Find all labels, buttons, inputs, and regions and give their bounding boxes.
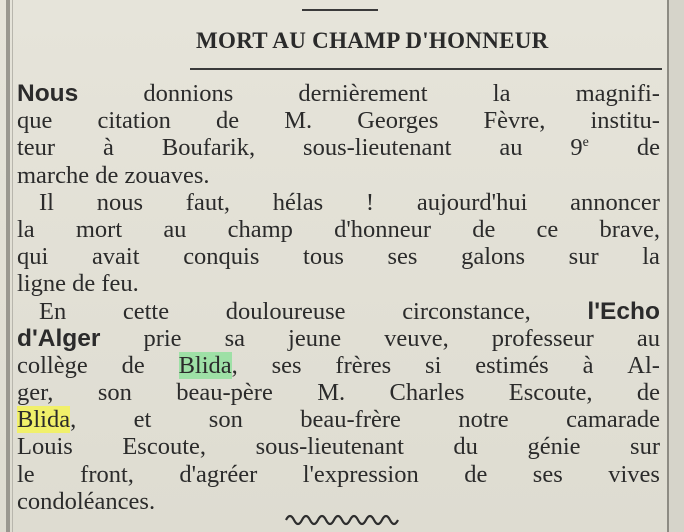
top-rule (302, 9, 378, 11)
word: son (97, 379, 132, 407)
word: ger, (17, 379, 54, 407)
word: Il (39, 188, 54, 216)
text-line: marche de zouaves. (17, 161, 210, 189)
word: tous (303, 243, 344, 271)
word: En (39, 297, 67, 325)
word: de (636, 379, 660, 407)
word: de (121, 351, 145, 379)
word: front, (80, 460, 134, 488)
word: teur (17, 134, 56, 162)
highlight-blida-yellow: Blida, (17, 406, 77, 434)
word: son (208, 406, 243, 434)
headline-rule (190, 68, 662, 70)
text-line (17, 461, 660, 488)
word: beau-père (176, 379, 273, 407)
word: l'expression (302, 460, 419, 488)
word: cette (122, 297, 170, 325)
text-line: ligne de feu. (17, 270, 139, 298)
text-line (17, 379, 660, 406)
word: de (216, 107, 240, 135)
word: notre (458, 406, 509, 434)
word: citation (97, 107, 171, 135)
word: de (464, 460, 488, 488)
word: professeur (491, 324, 594, 352)
text-line (17, 107, 660, 134)
word: estimés (475, 351, 549, 379)
word: jeune (288, 324, 342, 352)
word: de (636, 134, 660, 162)
word: la (17, 215, 35, 243)
newspaper-name: l'Echo (587, 297, 660, 325)
word: institu- (590, 107, 660, 135)
word: veuve, (384, 324, 449, 352)
word: au (636, 324, 660, 352)
word: d'agréer (179, 460, 258, 488)
word: à (582, 351, 594, 379)
text-line (17, 433, 660, 460)
word: au (163, 215, 187, 243)
word: annoncer (570, 188, 660, 216)
text-line (17, 80, 660, 107)
word: Fèvre, (483, 107, 546, 135)
word: faut, (185, 188, 231, 216)
text-line (17, 134, 660, 161)
text-line (17, 406, 660, 433)
ordinal: 9e (570, 134, 589, 162)
word: si (425, 351, 442, 379)
newspaper-name-cont: d'Alger (17, 324, 101, 352)
word: du (453, 433, 478, 461)
text-line (17, 352, 660, 379)
word: la (642, 243, 660, 271)
word: Georges (357, 107, 439, 135)
word: galons (461, 243, 526, 271)
end-ornament-icon (284, 508, 404, 528)
word: M. (317, 379, 346, 407)
text-line (17, 325, 660, 352)
word: Nous (17, 80, 79, 107)
word: le (17, 460, 35, 488)
word: Escoute, (122, 433, 207, 461)
word: collège (17, 351, 88, 379)
word: douloureuse (225, 297, 346, 325)
highlight-blida-green: Blida, (178, 351, 238, 379)
word: brave, (599, 215, 660, 243)
word: dernièrement (298, 80, 428, 107)
word: hélas (272, 188, 324, 216)
word: sa (224, 324, 245, 352)
word: au (499, 134, 523, 162)
word: ses (387, 243, 418, 271)
word: donnions (143, 80, 234, 107)
word: ses (271, 351, 302, 379)
word: Boufarik, (161, 134, 256, 162)
word: d'honneur (334, 215, 432, 243)
column-border-right (667, 0, 684, 532)
word: mort (75, 215, 123, 243)
word: que (17, 107, 53, 135)
text-line (17, 216, 660, 243)
word: sous-lieutenant (303, 134, 452, 162)
word: aujourd'hui (416, 188, 528, 216)
word: M. (284, 107, 313, 135)
text-line (17, 298, 660, 325)
column-border-left-inner (12, 0, 13, 532)
word: Charles (389, 379, 465, 407)
word: champ (227, 215, 293, 243)
word: camarade (566, 406, 660, 434)
article-body (17, 80, 660, 515)
word: sous-lieutenant (255, 433, 404, 461)
word: génie (527, 433, 581, 461)
word: ses (532, 460, 563, 488)
column-border-left (6, 0, 10, 532)
word: à (103, 134, 114, 162)
word: vives (608, 460, 660, 488)
article-headline: MORT AU CHAMP D'HONNEUR (196, 28, 549, 53)
word: sur (630, 433, 660, 461)
word: ce (536, 215, 559, 243)
word: prie (143, 324, 182, 352)
word: avait (91, 243, 140, 271)
word: magnifi- (575, 80, 660, 107)
word: conquis (183, 243, 260, 271)
word: Al- (627, 351, 660, 379)
word: frères (335, 351, 392, 379)
word: beau-frère (300, 406, 401, 434)
word: Escoute, (508, 379, 593, 407)
text-line: condoléances. (17, 487, 156, 515)
word: sur (568, 243, 599, 271)
word: qui (17, 243, 49, 271)
word: ! (365, 188, 375, 216)
word: de (472, 215, 496, 243)
text-line (17, 189, 660, 216)
word: la (492, 80, 511, 107)
word: circonstance, (402, 297, 531, 325)
word: et (133, 406, 152, 434)
text-line (17, 243, 660, 270)
word: Louis (17, 433, 73, 461)
word: nous (96, 188, 144, 216)
